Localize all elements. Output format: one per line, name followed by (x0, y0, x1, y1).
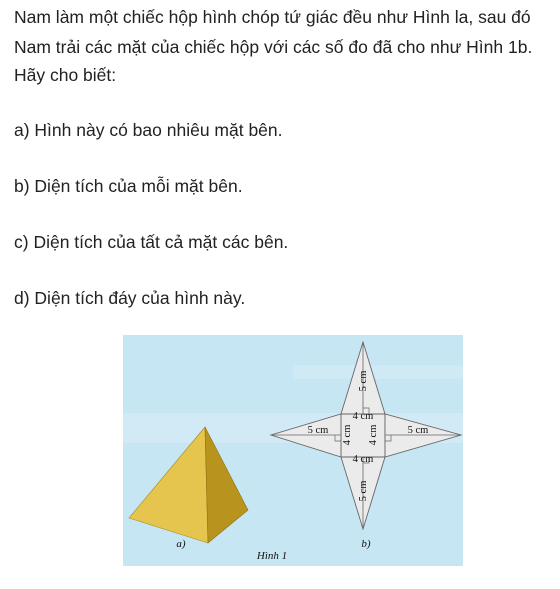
label-a: a) (176, 538, 186, 550)
label-top-side: 4 cm (352, 411, 374, 422)
figure-streak (293, 365, 463, 379)
label-bottom-side: 4 cm (352, 454, 374, 465)
question-d: d) Diện tích đáy của hình này. (14, 288, 246, 308)
pyramid-figure (123, 335, 463, 566)
label-left-height: 5 cm (307, 425, 329, 436)
label-right-height: 5 cm (407, 425, 429, 436)
label-top-height: 5 cm (358, 370, 369, 392)
label-b: b) (361, 538, 371, 550)
label-bottom-height: 5 cm (358, 480, 369, 502)
intro-line-1: Nam làm một chiếc hộp hình chóp tứ giác đều như Hình la, sau đó (14, 7, 531, 27)
intro-line-2: Nam trải các mặt của chiếc hộp với các số đo đã cho như Hình 1b. (14, 37, 533, 57)
question-b: b) Diện tích của mỗi mặt bên. (14, 176, 243, 196)
label-right-side: 4 cm (368, 424, 379, 446)
intro-line-3: Hãy cho biết: (14, 65, 117, 85)
question-a: a) Hình này có bao nhiêu mặt bên. (14, 120, 283, 140)
label-left-side: 4 cm (342, 424, 353, 446)
question-c: c) Diện tích của tất cả mặt các bên. (14, 232, 289, 252)
figure-caption: Hình 1 (256, 550, 288, 562)
